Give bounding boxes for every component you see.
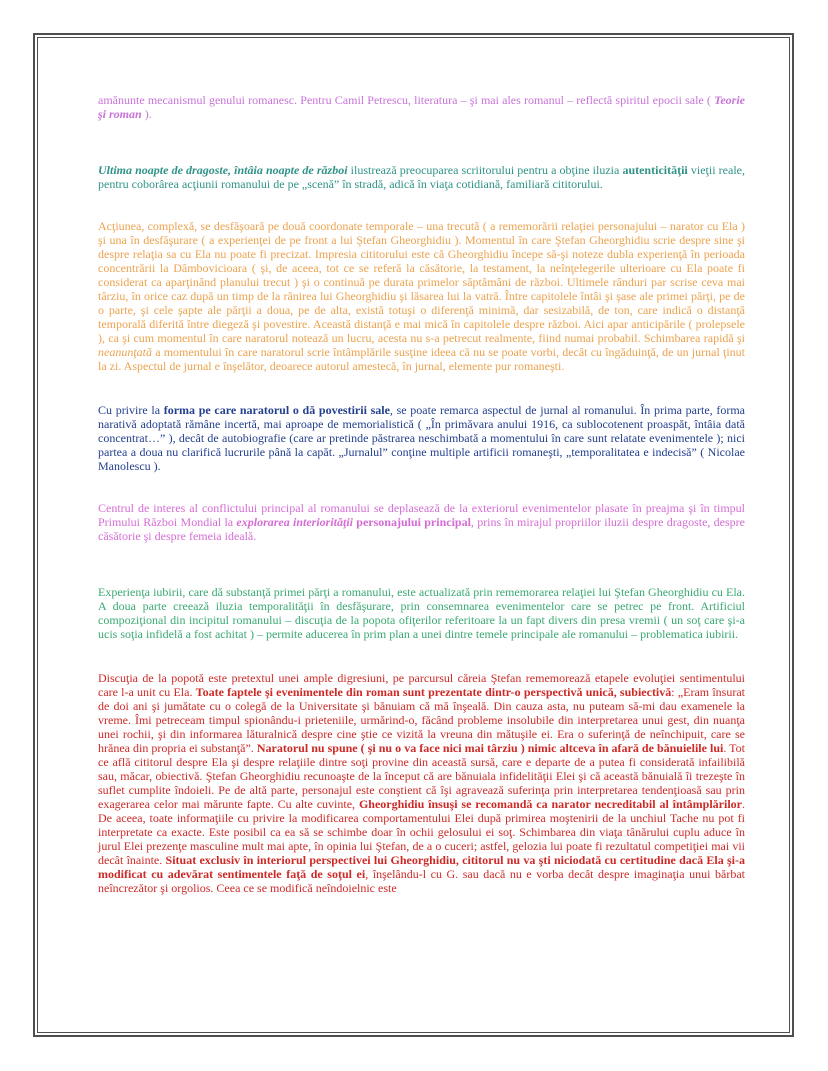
text-run: vieţii reale, pentru coborârea acţiunii romanului de pe „scenă” în stradă, adică în viaţa cotidiană, familiară cititorului.	[98, 163, 745, 191]
text-run: , se poate remarca aspectul de jurnal al romanului. În prima parte, forma narativă adoptată rămâne incertă, mai aproape de memorialistică ( „În primăvara anului 1916, ca sublocotenent proaspăt, întâia dată concentrat…” ), decât de autobiografie (care ar pretinde păstrarea neschimbată a momentului în care sunt relatate evenimentele ); nici partea a doua nu clarifică lucrurile până la capăt. „Jurnalul” conţine multiple artificii romaneşti, „temporalitatea e indecisă” ( Nicolae Manolescu ).	[98, 403, 745, 473]
text-run: Ultima noapte de dragoste, întâia noapte de război	[98, 163, 348, 177]
text-run: : „Eram însurat de doi ani şi jumătate cu o colegă de la Universitate şi bănuiam că mă înşeală. Din cauza asta, nu puteam să-mi dau examenele la vreme. Îmi petreceam timpul spionându-i prieteniile, urmărind-o, făcând probleme insolubile din interpretarea unui gest, din nuanţa unei rochii, şi din informarea lăturalnică despre cine ştie ce vizită la vreuna din mătuşile ei. Era o suferinţă de neînchipuit, care se hrănea din propria ei substanţă”.	[98, 685, 746, 755]
text-run: personajului principal	[353, 515, 471, 529]
text-run: Centrul de interes al conflictului principal al romanului se deplasează de la exteriorul evenimentelor plasate în preajma şi în timpul Primului Război Mondial la	[98, 501, 745, 529]
text-run: Toate faptele şi evenimentele din roman sunt prezentate dintr-o perspectivă unică, subiectivă	[195, 685, 672, 699]
paragraph-camil-petrescu-theory	[98, 93, 745, 121]
text-run: Experienţa iubirii, care dă substanţă primei părţi a romanului, este actualizată prin rememorarea relaţiei lui Ştefan Gheorghidiu cu Ela. A doua parte creează iluzia temporalităţii în desfăşurare, prin consemnarea evenimentelor care se petrec pe front. Artificiul compoziţional din incipitul romanului – discuţia de la popota ofiţerilor referitoare la un fapt divers din presa vremii ( un soţ care şi-a ucis soţia infidelă a fost achitat ) – permite aducerea în prim plan a unei dintre temele principale ale romanului – problematica iubirii.	[98, 585, 745, 641]
text-run: Teorie şi roman	[98, 93, 745, 121]
text-run: amănunte mecanismul genului romanesc. Pentru Camil Petrescu, literatura – şi mai ales romanul – reflectă spiritul epocii sale (	[98, 93, 715, 107]
paragraph-love-experience	[98, 585, 745, 641]
text-run: . Tot ce află cititorul despre Ela şi despre relaţiile dintre soţi provine din această sursă, care e departe de a putea fi considerată infailibilă sau, măcar, obiectivă. Ştefan Gheorghidiu recunoaşte de la început că are bănuiala infidelităţii Elei şi că această bănuială îi trezeşte în suflet cumplite îndoieli. Pe de altă parte, personajul este conştient că îşi agravează suferinţa prin interpretarea tendenţioasă sau prin exagerarea celor mai mărunte fapte. Cu alte cuvinte,	[98, 741, 746, 811]
paragraph-conflict-center	[98, 501, 745, 543]
text-run: forma pe care naratorul o dă povestirii sale	[163, 403, 390, 417]
paragraph-authenticity	[98, 163, 745, 191]
paragraph-narrative-form	[98, 403, 745, 473]
text-run: autenticităţii	[622, 163, 688, 177]
document-content	[38, 38, 789, 895]
page-border	[33, 33, 794, 1037]
paragraph-popota-digression	[98, 671, 745, 895]
text-run: Acţiunea, complexă, se desfăşoară pe două coordonate temporale – una trecută ( a rememorării relaţiei personajului – narator cu Ela ) şi una în desfăşurare ( a experienţei de pe front a lui Ştefan Gheorghidiu ). Momentul în care Ştefan Gheorghidiu scrie despre sine şi despre relaţia sa cu Ela nu poate fi precizat. Impresia cititorului este că Gheorghidiu începe să-şi noteze dubla experienţă în perioada concentrării la Dâmbovicioara ( şi, de aceea, tot ce se referă la căsătorie, la testament, la neînţelegerile ulterioare cu Ela poate fi considerat ca aparţinând planului trecut ) şi o continuă pe durata primelor săptămâni de război. Ultimele rânduri par scrise ceva mai târziu, în orice caz după un timp de la rănirea lui Gheorghidiu şi lăsarea lui la vatră. Între capitolele întâi şi şase ale primei părţi, pe de o parte, şi cele şapte ale părţii a doua, pe de alta, există totuşi o diferenţă minimă, dar sesizabilă, de ton, care indică o distanţă temporală diferită între diegeză şi povestire. Această distanţă e mai mică în capitolele despre război. Aici apar anticipările ( prolepsele ), ca şi cum momentul în care naratorul notează un lucru, acesta nu s-a petrecut realmente, fiind numai probabil. Schimbarea rapidă şi	[98, 219, 745, 345]
paragraph-action-temporal-coordinates	[98, 219, 745, 373]
text-run: Naratorul nu spune ( şi nu o va face nici mai târziu ) nimic altceva în afară de bănuielile lui	[256, 741, 724, 755]
text-run: ilustrează preocuparea scriitorului pentru a obţine iluzia	[347, 163, 623, 177]
text-run: explorarea interiorităţii	[236, 515, 354, 529]
text-run: Cu privire la	[98, 403, 164, 417]
text-run: . De aceea, toate informaţiile cu privire la modificarea comportamentului Elei după primirea moştenirii de la unchiul Tache nu pot fi interpretate ca exacte. Este posibil ca ea să se schimbe doar în ochii gelosului ei soţ. Schimbarea din viaţa tânărului cuplu aduce în jurul Elei prezenţe masculine mult mai apte, în opinia lui Ştefan, de a o cuceri; astfel, gelozia lui poate fi rezultatul competiţiei mai vii decât înainte.	[98, 797, 745, 867]
text-run: a momentului în care naratorul scrie întâmplările susţine ideea că nu se poate vorbi, decât cu îngăduinţă, de un jurnal ţinut la zi. Aspectul de jurnal e înşelător, deoarece autorul amestecă, în jurnal, elemente pur romaneşti.	[98, 345, 745, 373]
text-run: Situat exclusiv în interiorul perspectivei lui Gheorghidiu, cititorul nu va şti niciodată cu certitudine dacă Ela şi-a modificat cu adevărat sentimentele faţă de soţul ei	[98, 853, 745, 881]
text-run: Discuţia de la popotă este pretextul unei ample digresiuni, pe parcursul căreia Ştefan rememorează etapele evoluţiei sentimentului care l-a unit cu Ela.	[98, 671, 745, 699]
text-run: ).	[141, 107, 152, 121]
text-run: neanunţată	[98, 345, 152, 359]
text-run: , înşelându-l cu G. sau dacă nu e vorba decât despre imaginaţia unui bărbat neîncrezător şi orgolios. Ceea ce se modifică neîndoielnic este	[98, 867, 745, 895]
page-inner-border	[37, 37, 790, 1033]
text-run: , prins în mirajul propriilor iluzii despre dragoste, despre căsătorie şi despre femeia ideală.	[98, 515, 746, 543]
text-run: Gheorghidiu însuşi se recomandă ca narator necreditabil al întâmplărilor	[358, 797, 742, 811]
